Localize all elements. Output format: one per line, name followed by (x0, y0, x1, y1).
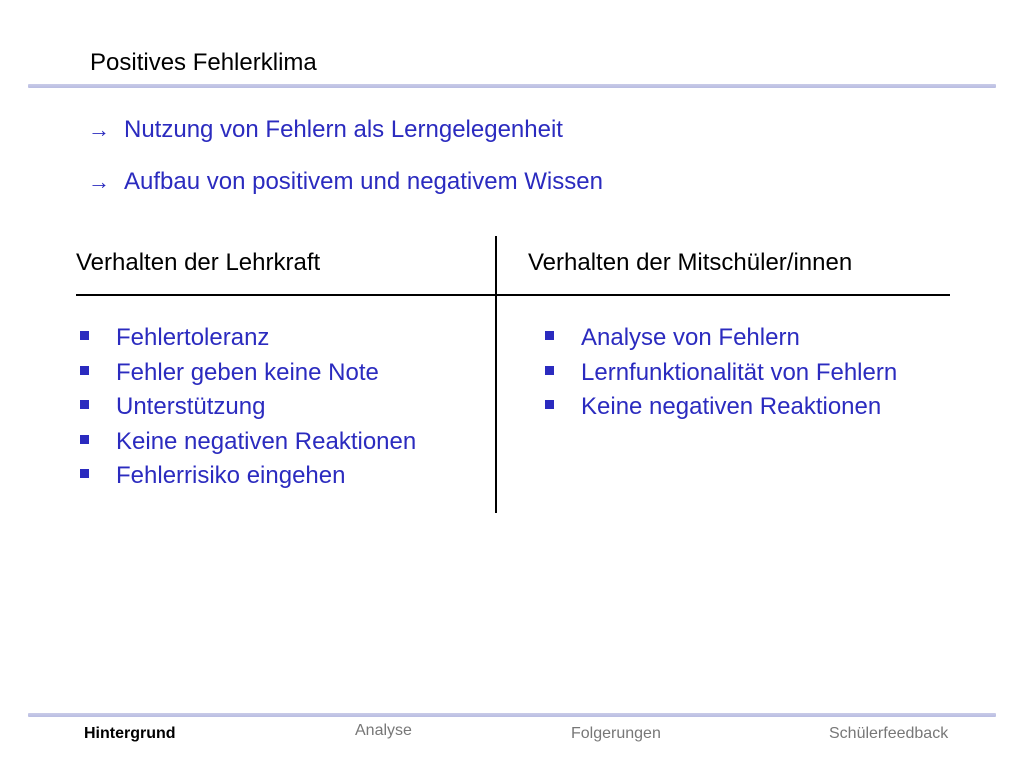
nav-link-schuelerfeedback[interactable]: Schülerfeedback (829, 725, 949, 742)
square-bullet-icon (80, 331, 89, 340)
teacher-behavior-list (80, 321, 416, 494)
list-item (80, 459, 416, 494)
list-item (80, 356, 416, 391)
right-arrow-icon: → (88, 169, 110, 194)
slide-title: Positives Fehlerklima (90, 49, 317, 76)
top-divider (28, 84, 996, 88)
column-header-teacher: Verhalten der Lehrkraft (76, 249, 321, 276)
list-item (545, 321, 897, 356)
square-bullet-icon (80, 435, 89, 444)
classmates-behavior-list (545, 321, 897, 425)
nav-link-folgerungen[interactable]: Folgerungen (571, 725, 661, 742)
list-item-label: Keine negativen Reaktionen (581, 393, 882, 420)
square-bullet-icon (545, 366, 554, 375)
arrow-point-2 (88, 168, 603, 196)
list-item (80, 390, 416, 425)
list-item (80, 425, 416, 460)
list-item-label: Lernfunktionalität von Fehlern (581, 358, 898, 386)
table-header-divider (76, 294, 950, 296)
list-item-label: Fehlertoleranz (116, 324, 270, 351)
square-bullet-icon (80, 469, 89, 478)
right-arrow-icon: → (88, 117, 110, 142)
arrow-point-text: Aufbau von positivem und negativem Wissen (124, 168, 603, 195)
square-bullet-icon (80, 366, 89, 375)
table-column-divider (495, 236, 497, 513)
nav-link-analyse[interactable]: Analyse (355, 722, 412, 739)
square-bullet-icon (80, 400, 89, 409)
bottom-divider (28, 713, 996, 717)
square-bullet-icon (545, 400, 554, 409)
list-item (545, 356, 897, 391)
list-item (80, 321, 416, 356)
arrow-point-1 (88, 116, 563, 144)
list-item-label: Fehlerrisiko eingehen (116, 462, 346, 489)
list-item-label: Fehler geben keine Note (116, 358, 379, 386)
list-item (545, 390, 897, 425)
list-item-label: Analyse von Fehlern (581, 324, 800, 351)
nav-link-hintergrund[interactable]: Hintergrund (84, 725, 176, 742)
square-bullet-icon (545, 331, 554, 340)
list-item-label: Keine negativen Reaktionen (116, 427, 417, 455)
list-item-label: Unterstützung (116, 393, 266, 420)
arrow-point-text: Nutzung von Fehlern als Lerngelegenheit (124, 116, 563, 143)
column-header-classmates: Verhalten der Mitschüler/innen (528, 249, 853, 276)
